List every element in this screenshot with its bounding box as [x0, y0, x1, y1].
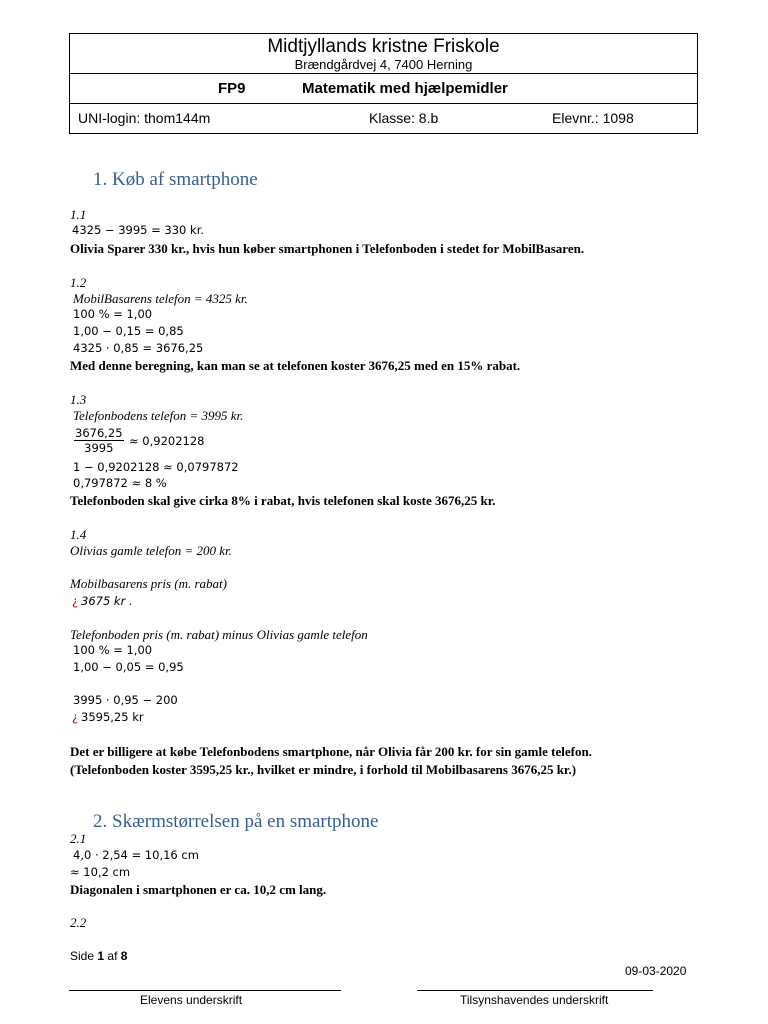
fraction-denominator: 3995: [84, 441, 114, 455]
q1-4-line2: 1,00 − 0,05 = 0,95: [73, 660, 184, 674]
q1-2-line2: 1,00 − 0,15 = 0,85: [73, 324, 184, 338]
class-label: Klasse: 8.b: [369, 110, 439, 126]
q1-4-line4: 3595,25 kr: [81, 710, 144, 724]
q2-2-number: 2.2: [70, 915, 87, 930]
header-student-row: [70, 103, 697, 134]
q1-4-mobilbasar-value: 3675 kr .: [81, 594, 133, 608]
q1-3-answer: Telefonboden skal give cirka 8% i rabat, hvis telefonen skal koste 3676,25 kr.: [70, 493, 496, 508]
q1-2-line1: 100 % = 1,00: [73, 307, 153, 321]
q1-3-line2: 1 − 0,9202128 ≈ 0,0797872: [73, 460, 239, 474]
section-1-heading: 1. Køb af smartphone: [93, 169, 258, 190]
q1-3-number: 1.3: [70, 392, 87, 407]
q1-4-telefonboden-label: Telefonboden pris (m. rabat) minus Olivias gamle telefon: [70, 627, 368, 642]
q1-3-line3: 0,797872 ≈ 8 %: [73, 476, 167, 490]
q1-1-number: 1.1: [70, 207, 87, 222]
q1-4-answer-1: Det er billigere at købe Telefonbodens smartphone, når Olivia får 200 kr. for sin gamle telefon.: [70, 744, 592, 759]
student-number: Elevnr.: 1098: [552, 110, 634, 126]
q1-4-answer-2: (Telefonboden koster 3595,25 kr., hvilket er mindre, i forhold til Mobilbasarens 3676,25 kr.): [70, 762, 577, 777]
section-2-heading: 2. Skærmstørrelsen på en smartphone: [93, 811, 379, 832]
q1-1-answer: Olivia Sparer 330 kr., hvis hun køber smartphonen i Telefonboden i stedet for MobilBasaren.: [70, 241, 585, 256]
q1-3-fraction-result: ≈ 0,9202128: [129, 434, 205, 448]
q1-4-mobilbasar-label: Mobilbasarens pris (m. rabat): [70, 576, 227, 591]
q2-1-line2: ≈ 10,2 cm: [70, 865, 131, 879]
q1-2-number: 1.2: [70, 275, 87, 290]
header-subject-row: [70, 73, 697, 104]
q1-2-answer: Med denne beregning, kan man se at telefonen koster 3676,25 med en 15% rabat.: [70, 358, 521, 373]
page-indicator: [70, 949, 127, 963]
student-signature-line: [69, 990, 341, 991]
footer-date: 09-03-2020: [625, 964, 687, 978]
page-current: 1: [97, 949, 105, 963]
fraction-numerator: 3676,25: [75, 426, 123, 440]
q1-3-given: Telefonbodens telefon = 3995 kr.: [73, 408, 244, 423]
supervisor-signature-line: [417, 990, 653, 991]
uni-login: UNI-login: thom144m: [78, 110, 211, 126]
q1-1-calc: 4325 − 3995 = 330 kr.: [72, 223, 205, 237]
supervisor-signature-label: Tilsynshavendes underskrift: [460, 993, 609, 1007]
exam-code: FP9: [218, 80, 246, 97]
page-total: 8: [120, 949, 128, 963]
page-mid: af: [107, 949, 118, 963]
q1-4-given: Olivias gamle telefon = 200 kr.: [70, 543, 232, 558]
header-school-row: [70, 34, 697, 74]
q2-1-answer: Diagonalen i smartphonen er ca. 10,2 cm lang.: [70, 882, 327, 897]
school-name: Midtjyllands kristne Friskole: [267, 36, 500, 57]
school-address: Brændgårdvej 4, 7400 Herning: [294, 57, 473, 72]
q1-3-fraction: [74, 426, 124, 455]
q1-2-given: MobilBasarens telefon = 4325 kr.: [73, 291, 248, 306]
page-prefix: Side: [70, 949, 95, 963]
q2-1-number: 2.1: [70, 831, 87, 846]
error-glyph: ¿: [72, 710, 79, 724]
header-table: [69, 33, 698, 134]
error-glyph: ¿: [72, 594, 79, 608]
q1-2-line3: 4325 · 0,85 = 3676,25: [73, 341, 204, 355]
q1-4-line1: 100 % = 1,00: [73, 643, 153, 657]
q1-4-number: 1.4: [70, 527, 87, 542]
q1-4-line3: 3995 · 0,95 − 200: [73, 693, 178, 707]
subject-title: Matematik med hjælpemidler: [302, 80, 508, 97]
q2-1-line1: 4,0 · 2,54 = 10,16 cm: [73, 848, 199, 862]
student-signature-label: Elevens underskrift: [140, 993, 243, 1007]
